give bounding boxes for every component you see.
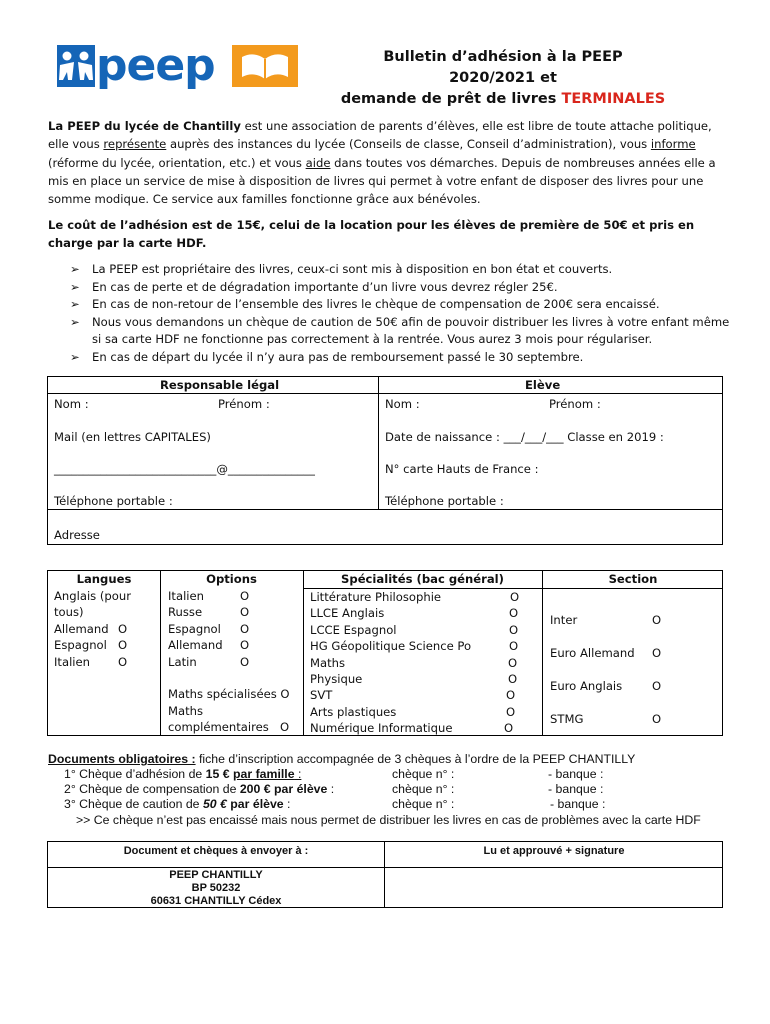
radio-circle: O xyxy=(240,621,250,636)
specialites-header: Spécialités (bac général) xyxy=(341,572,504,586)
send-table xyxy=(47,841,723,908)
radio-circle: O xyxy=(509,622,519,637)
radio-circle: O xyxy=(508,655,518,670)
eleve-nom-field[interactable]: Nom : xyxy=(385,397,420,411)
bank-field[interactable]: - banque : xyxy=(550,797,606,811)
radio-circle: O xyxy=(118,654,128,669)
specialite-item[interactable]: Littérature Philosophie O xyxy=(310,590,520,604)
rules-list xyxy=(70,261,730,367)
logo-book-icon xyxy=(232,45,298,87)
eleve-phone-field[interactable]: Téléphone portable : xyxy=(385,494,504,508)
radio-circle: O xyxy=(509,639,519,654)
radio-circle: O xyxy=(510,590,520,604)
send-address-header: Document et chèques à envoyer à : xyxy=(123,845,309,857)
bank-field[interactable]: - banque : xyxy=(548,782,604,796)
resp-nom-field[interactable]: Nom : xyxy=(54,397,89,411)
section-item[interactable]: Inter O xyxy=(550,604,720,637)
postal-address: PEEP CHANTILLY BP 50232 60631 CHANTILLY Cédex xyxy=(150,869,282,907)
specialite-item[interactable]: Physique O xyxy=(310,672,518,687)
eleve-header: Elève xyxy=(525,378,561,392)
radio-circle: O xyxy=(506,688,516,703)
specialite-item[interactable]: Maths O xyxy=(310,655,518,670)
langues-column xyxy=(54,588,158,670)
specialites-column xyxy=(310,589,540,737)
section-item[interactable]: Euro Anglais O xyxy=(550,670,720,703)
option-item[interactable]: Russe O xyxy=(168,605,250,620)
address-field[interactable]: Adresse xyxy=(54,528,100,542)
list-item: ➢ En cas de départ du lycée il n’y aura pas de remboursement passé le 30 septembre. xyxy=(70,349,584,364)
cheque-line: 2° Chèque de compensation de 200 € par élève : chèque n° : - banque : xyxy=(64,782,604,796)
radio-circle: O xyxy=(118,638,128,653)
option-item: Maths xyxy=(168,703,204,718)
radio-circle: O xyxy=(240,605,250,620)
list-item: ➢ En cas de non-retour de l’ensemble des livres le chèque de compensation de 200€ sera encaissé. xyxy=(70,297,660,312)
documents-section xyxy=(48,752,738,828)
documents-heading: Documents obligatoires : fiche d’inscription accompagnée de 3 chèques à l’ordre de la PEEP CHANTILLY xyxy=(48,752,636,766)
radio-circle: O xyxy=(240,589,250,603)
langues-header: Langues xyxy=(76,572,132,586)
title-class-label: TERMINALES xyxy=(561,91,666,107)
option-item[interactable]: complémentaires O xyxy=(168,720,290,735)
resp-phone-field[interactable]: Téléphone portable : xyxy=(54,494,173,508)
options-header: Options xyxy=(206,572,257,586)
langue-item: tous) xyxy=(54,605,84,620)
radio-circle: O xyxy=(652,646,662,660)
options-column xyxy=(168,588,302,736)
radio-circle: O xyxy=(652,613,662,627)
choices-table xyxy=(47,570,723,736)
specialite-item[interactable]: Numérique Informatique O xyxy=(310,721,514,736)
list-item: ➢ En cas de perte et de dégradation importante d’un livre vous devrez régler 25€. xyxy=(70,279,558,294)
identity-form xyxy=(47,376,723,545)
section-header: Section xyxy=(608,572,658,586)
eleve-prenom-field[interactable]: Prénom : xyxy=(549,397,601,411)
page-title: Bulletin d’adhésion à la PEEP 2020/2021 et demande de prêt de livres TERMINALES xyxy=(340,49,666,107)
option-item[interactable]: Latin O xyxy=(168,654,250,669)
intro-paragraph: La PEEP du lycée de Chantilly est une association de parents d’élèves, elle est libre de toute attache politique, elle vous représente auprès des instances du lycée (Conseils de classe, Conseil d’administration), vous informe (réforme du lycée, orientation, etc.) et vous aide dans toutes vos démarches. Depuis de nombreuses années elle a mis en place un service de mise à disposition de livres qui permet à votre enfant de disposer des livres pour une somme modique. Ce service aux familles fonctionne grâce aux bénévoles. xyxy=(48,119,716,207)
logo-figures-icon xyxy=(57,45,95,87)
radio-circle: O xyxy=(652,712,662,726)
radio-circle: O xyxy=(504,721,514,736)
hdf-card-field[interactable]: N° carte Hauts de France : xyxy=(385,462,539,476)
specialite-item[interactable]: HG Géopolitique Science Po O xyxy=(310,639,519,654)
langue-item[interactable]: Espagnol O xyxy=(54,638,128,653)
cheque-line: 1° Chèque d’adhésion de 15 € par famille : chèque n° : - banque : xyxy=(64,767,604,781)
mail-label: Mail (en lettres CAPITALES) xyxy=(54,430,211,444)
radio-circle: O xyxy=(509,606,519,621)
signature-box[interactable] xyxy=(385,868,723,908)
logo-wordmark: peep xyxy=(96,40,215,91)
list-item: ➢ Nous vous demandons un chèque de caution de 50€ afin de pouvoir distribuer les livres à votre enfant même si sa carte HDF ne fonctionne pas correctement à la rentrée. Vous aurez 3 mois pour régulariser. xyxy=(70,314,730,347)
langue-item[interactable]: Italien O xyxy=(54,654,128,669)
radio-circle: O xyxy=(508,672,518,687)
cheque-line: 3° Chèque de caution de 50 € par élève : chèque n° : - banque : xyxy=(64,797,606,811)
specialite-item[interactable]: LLCE Anglais O xyxy=(310,606,519,621)
radio-circle: O xyxy=(240,638,250,653)
radio-circle: O xyxy=(652,679,662,693)
radio-circle: O xyxy=(506,704,516,719)
bank-field[interactable]: - banque : xyxy=(548,767,604,781)
option-item[interactable]: Allemand O xyxy=(168,638,250,653)
option-item[interactable]: Espagnol O xyxy=(168,621,250,636)
specialite-item[interactable]: Arts plastiques O xyxy=(310,704,516,719)
cheque-number-field[interactable]: chèque n° : xyxy=(392,767,455,781)
section-column xyxy=(550,604,720,736)
section-item[interactable]: STMG O xyxy=(550,703,720,736)
radio-circle: O xyxy=(280,720,290,735)
specialite-item[interactable]: SVT O xyxy=(310,688,516,703)
birthdate-field[interactable]: Date de naissance : ___/___/___ Classe en 2019 : xyxy=(385,430,664,444)
cheque-note: >> Ce chèque n’est pas encaissé mais nous permet de distribuer les livres en cas de problèmes avec la carte HDF xyxy=(76,813,701,827)
option-item[interactable]: Italien O xyxy=(168,589,250,603)
cheque-number-field[interactable]: chèque n° : xyxy=(392,797,455,811)
langue-item[interactable]: Allemand O xyxy=(54,621,128,636)
signature-header: Lu et approuvé + signature xyxy=(483,845,625,857)
section-item[interactable]: Euro Allemand O xyxy=(550,637,720,670)
responsable-header: Responsable légal xyxy=(160,378,280,392)
radio-circle: O xyxy=(240,654,250,669)
radio-circle: O xyxy=(118,621,128,636)
resp-prenom-field[interactable]: Prénom : xyxy=(218,397,270,411)
specialite-item[interactable]: LCCE Espagnol O xyxy=(310,622,519,637)
langue-item: Anglais (pour xyxy=(54,589,132,603)
option-item[interactable]: Maths spécialisées O xyxy=(168,687,290,702)
cost-statement: Le coût de l’adhésion est de 15€, celui de la location pour les élèves de première de 50€ et pris en charge par la carte HDF. xyxy=(48,218,695,251)
list-item: ➢ La PEEP est propriétaire des livres, ceux-ci sont mis à disposition en bon état et couverts. xyxy=(70,262,613,276)
mail-field[interactable]: ____________________________@_______________ xyxy=(54,462,315,476)
cheque-number-field[interactable]: chèque n° : xyxy=(392,782,455,796)
